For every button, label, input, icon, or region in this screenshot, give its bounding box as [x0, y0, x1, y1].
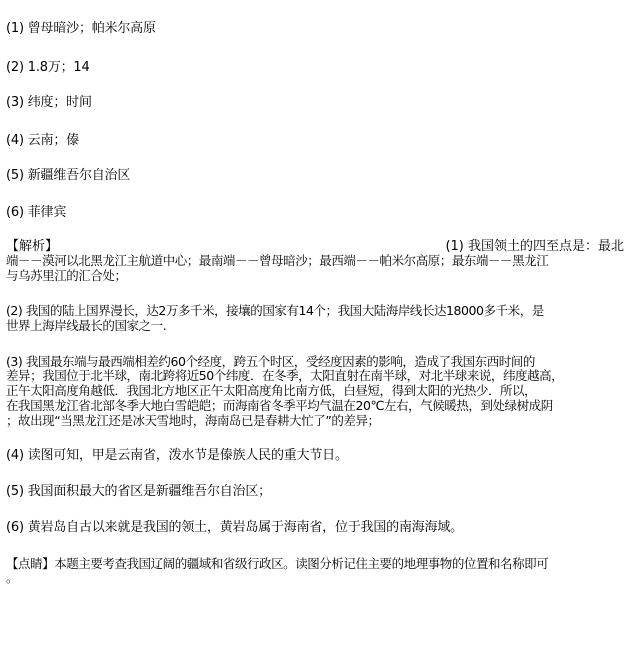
analysis-p3-line-5: ；故出现“当黑龙江还是冰天雪地时，海南岛已是春耕大忙了”的差异； — [6, 413, 380, 428]
analysis-p6: (6) 黄岩岛自古以来就是我国的领土，黄岩岛属于海南省，位于我国的南海海域。 — [6, 520, 463, 535]
analysis-p5: (5) 我国面积最大的省区是新疆维吾尔自治区； — [6, 484, 271, 499]
analysis-p1-line-2: 与乌苏里江的汇合处； — [6, 268, 127, 283]
analysis-p2-line-2: 世界上海岸线最长的国家之一. — [6, 318, 167, 333]
answer-1: (1) 曾母暗沙；帕米尔高原 — [6, 21, 156, 36]
comment-line-1: 【点睛】本题主要考查我国辽阔的疆域和省级行政区。读图分析记住主要的地理事物的位置和名称即可 — [6, 556, 549, 571]
analysis-p3-line-4: 在我国黑龙江省北部冬季大地白雪皑皑；而海南省冬季平均气温在20℃左右，气候暖热，到处绿树成阴 — [6, 398, 553, 413]
analysis-heading: 【解析】 — [6, 239, 59, 254]
answer-6: (6) 菲律宾 — [6, 205, 67, 220]
analysis-p3-line-1: (3) 我国最东端与最西端相差约60个经度，跨五个时区，受经度因素的影响，造成了我国东西时间的 — [6, 354, 535, 369]
analysis-p1-line-1: 端－－漠河以北黑龙江主航道中心；最南端－－曾母暗沙；最西端－－帕米尔高原；最东端－－黑龙江 — [6, 253, 549, 268]
analysis-p2-line-1: (2) 我国的陆上国界漫长，达2万多千米，接壤的国家有14个；我国大陆海岸线长达18000多千米，是 — [6, 303, 544, 318]
analysis-p3-line-2: 差异；我国位于北半球，南北跨将近50个纬度．在冬季，太阳直射在南半球，对北半球来说，纬度越高， — [6, 368, 564, 383]
analysis-p1-start: (1) 我国领土的四至点是：最北 — [445, 239, 624, 254]
answer-2: (2) 1.8万；14 — [6, 60, 90, 75]
answer-5: (5) 新疆维吾尔自治区 — [6, 168, 131, 183]
analysis-p4: (4) 读图可知，甲是云南省，泼水节是傣族人民的重大节日。 — [6, 448, 348, 463]
answer-4: (4) 云南；傣 — [6, 133, 79, 148]
comment-line-2: 。 — [6, 570, 19, 585]
answer-3: (3) 纬度；时间 — [6, 95, 92, 110]
analysis-p3-line-3: 正午太阳高度角越低．我国北方地区正午太阳高度角比南方低，白昼短，得到太阳的光热少．所以， — [6, 383, 537, 398]
